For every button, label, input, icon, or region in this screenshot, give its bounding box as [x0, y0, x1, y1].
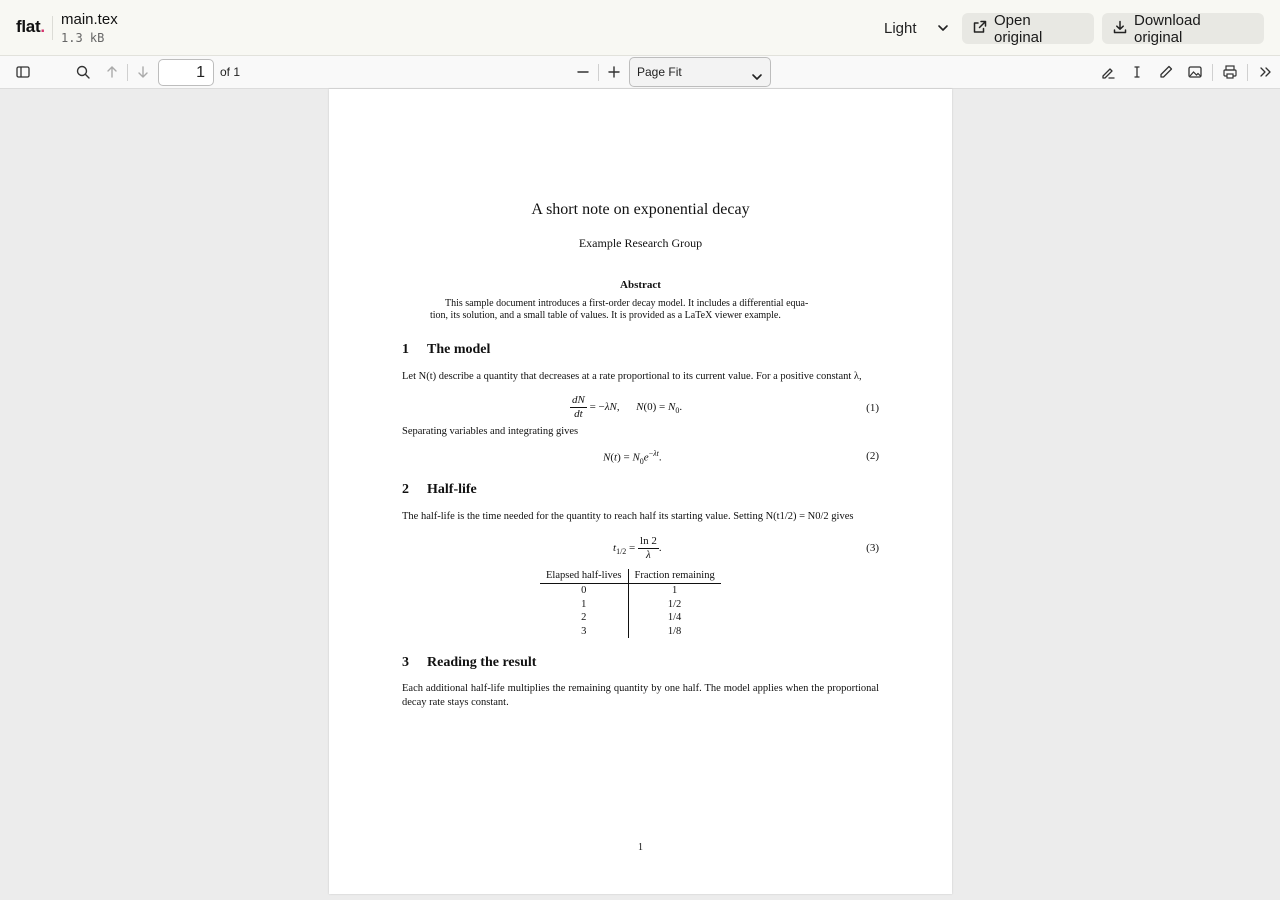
viewer-toolbar — [0, 56, 1280, 89]
section-heading: 3 Reading the result — [402, 655, 537, 670]
table-cell: 2 — [540, 611, 628, 625]
page-number-input[interactable]: 1 — [158, 59, 214, 86]
theme-select-value: Light — [884, 19, 917, 37]
section-heading: 2 Half-life — [402, 482, 477, 497]
table-header-cell: Fraction remaining — [628, 569, 721, 584]
download-original-label: Download original — [1134, 11, 1201, 46]
zoom-out-icon[interactable] — [574, 63, 592, 81]
file-size: 1.3 kB — [61, 31, 105, 45]
more-tools-icon[interactable] — [1256, 63, 1274, 81]
document-author: Example Research Group — [578, 236, 703, 250]
table-cell: 1 — [540, 598, 628, 612]
open-original-button[interactable] — [962, 13, 1094, 44]
table-cell: 1 — [671, 585, 678, 596]
top-bar — [0, 0, 1280, 56]
table-cell: 1/2 — [667, 598, 682, 610]
page-number: 1 — [638, 842, 643, 853]
search-icon[interactable] — [74, 63, 92, 81]
table-cell: 1/8 — [667, 625, 682, 637]
table-cell: 3 — [540, 625, 628, 639]
equation-1: $\frac{dN}{dt}$ = −λN, $N(0) = N_0$. — [572, 394, 683, 420]
table-header-cell: Elapsed half-lives — [540, 569, 628, 584]
page-count: of 1 — [220, 65, 241, 79]
table-row — [540, 625, 721, 639]
file-name: main.tex — [61, 11, 118, 28]
section-heading: 1 The model — [402, 342, 491, 357]
divider — [127, 64, 128, 81]
arrow-up-icon[interactable] — [103, 63, 121, 81]
zoom-select[interactable] — [629, 57, 771, 87]
table-header-row — [540, 569, 721, 584]
table-cell: 1/4 — [667, 612, 682, 623]
chevron-down-icon — [936, 21, 950, 39]
abstract-text: This sample document introduces a first-order decay model. It includes a differential equa- tion, its solution, and a small table of values. It is provided as a LaTeX viewer example. — [430, 298, 809, 321]
table-row — [540, 611, 721, 625]
divider — [1247, 64, 1248, 81]
text-cursor-icon[interactable] — [1128, 63, 1146, 81]
open-original-label: Open original — [994, 11, 1043, 46]
table-row — [540, 584, 721, 598]
image-icon[interactable] — [1186, 63, 1204, 81]
highlight-icon[interactable] — [1099, 63, 1117, 81]
arrow-down-icon[interactable] — [134, 63, 152, 81]
divider — [598, 64, 599, 81]
divider — [52, 16, 53, 40]
zoom-in-icon[interactable] — [605, 63, 623, 81]
equation-3: $t_{1/2}$ = $\frac{\ln 2}{\lambda}$ . — [613, 535, 662, 561]
equation-number: (3) — [866, 542, 879, 554]
equation-2: $N(t) = N_0e^{-\lambda t}$. — [603, 449, 662, 466]
equation-number: (2) — [866, 450, 879, 462]
download-original-button[interactable] — [1102, 13, 1264, 44]
zoom-select-value: Page Fit — [637, 65, 682, 79]
equation-number: (1) — [866, 402, 879, 414]
document-title: A short note on exponential decay — [531, 201, 750, 218]
abstract-heading: Abstract — [620, 279, 661, 291]
print-icon[interactable] — [1221, 63, 1239, 81]
paragraph: Separating variables and integrating gives — [402, 426, 579, 437]
table-row — [540, 598, 721, 612]
paragraph: Each additional half-life multiplies the remaining quantity by one half. The model applies when the proportional decay rate stays constant. — [402, 683, 879, 708]
pdf-viewer — [0, 89, 1280, 900]
table-cell: 0 — [540, 584, 628, 598]
theme-select[interactable] — [874, 13, 954, 43]
draw-icon[interactable] — [1157, 63, 1175, 81]
divider — [1212, 64, 1213, 81]
decay-table — [540, 569, 721, 638]
brand-logo: flat. — [16, 17, 45, 36]
paragraph: The half-life is the time needed for the quantity to reach half its starting value. Setting N(t1/2) = N0/2 gives — [402, 511, 854, 522]
external-link-icon — [973, 20, 987, 38]
download-icon — [1113, 20, 1127, 38]
paragraph: Let N(t) describe a quantity that decreases at a rate proportional to its current value. For a positive constant λ, — [402, 371, 862, 382]
pdf-page — [329, 89, 952, 894]
sidebar-toggle-icon[interactable] — [14, 63, 32, 81]
